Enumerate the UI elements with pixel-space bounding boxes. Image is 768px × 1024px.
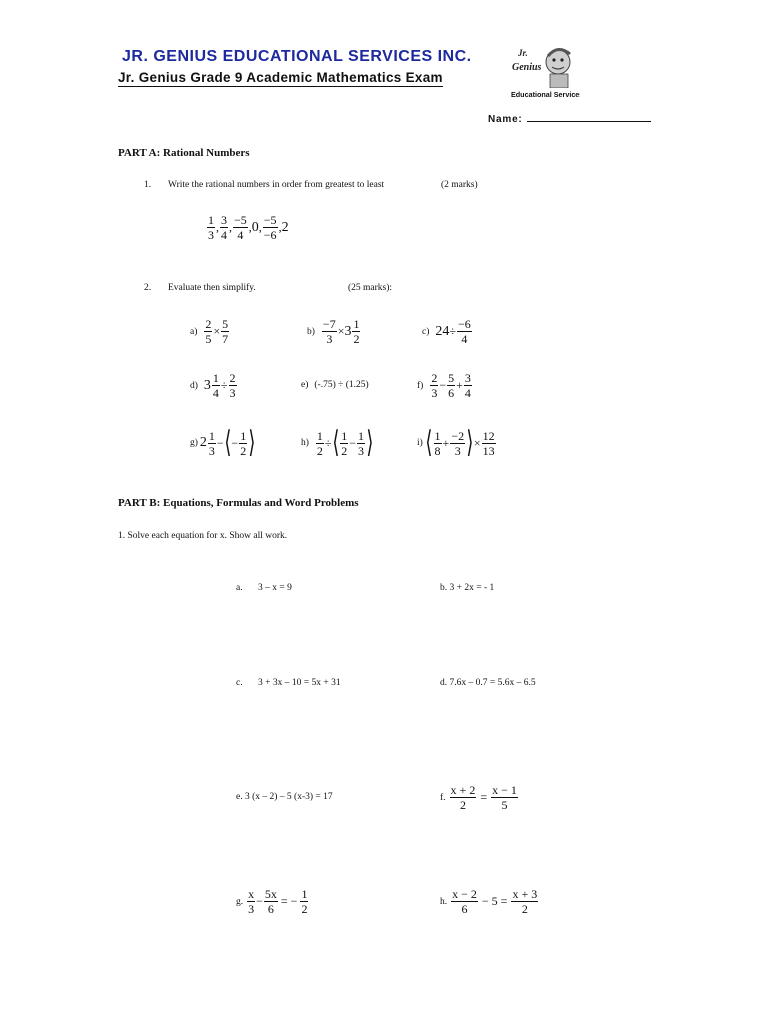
company-title: JR. GENIUS EDUCATIONAL SERVICES INC. bbox=[122, 48, 472, 65]
equation-c: 3 + 3x – 10 = 5x + 31 bbox=[258, 678, 341, 688]
part-b-title: PART B: Equations, Formulas and Word Problems bbox=[118, 497, 359, 509]
part-a-title: PART A: Rational Numbers bbox=[118, 147, 250, 159]
name-label: Name: bbox=[488, 114, 523, 125]
company-logo bbox=[510, 44, 580, 100]
equation-h: h. $\frac{x - 2}{6}$ − 5 = $\frac{x + 3}{2}$ bbox=[440, 887, 538, 916]
problem-f: f) $\frac{2}{3}$ − $\frac{5}{6}$ + $\frac{3}{4}$ bbox=[417, 371, 471, 400]
problem-d: d) 3 $\frac{1}{4}$ ÷ $\frac{2}{3}$ bbox=[190, 371, 236, 400]
equation-g: g. $\frac{x}{3}$ − $\frac{5x}{6}$ = − $\frac{1}{2}$ bbox=[236, 887, 308, 916]
exam-title: Jr. Genius Grade 9 Academic Mathematics Exam bbox=[118, 70, 443, 85]
equation-b: b. 3 + 2x = - 1 bbox=[440, 583, 495, 593]
equation-a: 3 – x = 9 bbox=[258, 583, 292, 593]
problem-e: e) (-.75) ÷ (1.25) bbox=[301, 380, 369, 390]
svg-text:Educational Services: Educational Services bbox=[511, 90, 580, 99]
question-text: Evaluate then simplify. bbox=[168, 283, 256, 293]
part-b-instructions: 1. Solve each equation for x. Show all work. bbox=[118, 531, 288, 541]
equation-a-label: a. bbox=[236, 583, 243, 593]
equation-e: e. 3 (x – 2) – 5 (x-3) = 17 bbox=[236, 792, 333, 802]
question-number: 1. bbox=[144, 180, 152, 190]
problem-g: g) 2 $\frac{1}{3}$ − ⟨ − $\frac{1}{2}$ ⟩ bbox=[190, 426, 256, 459]
question-marks: (25 marks): bbox=[348, 283, 393, 293]
problem-h: h) $\frac{1}{2}$ ÷ ⟨ $\frac{1}{2}$ − $\frac{1}{3}$ ⟩ bbox=[301, 426, 374, 459]
name-blank[interactable] bbox=[527, 112, 651, 122]
question-marks: (2 marks) bbox=[441, 180, 478, 190]
equation-f: f. $\frac{x + 2}{2}$ = $\frac{x - 1}{5}$ bbox=[440, 783, 517, 812]
question-number: 2. bbox=[144, 283, 152, 293]
equation-c-label: c. bbox=[236, 678, 243, 688]
question-text: Write the rational numbers in order from greatest to least bbox=[168, 180, 385, 190]
rational-number-list: $\frac{1}{3}$ , $\frac{3}{4}$ , $\frac{-5}{4}$ , 0 , $\frac{-5}{-6}$ , 2 bbox=[208, 213, 289, 242]
problem-i: i) ⟨ $\frac{1}{8}$ + $\frac{-2}{3}$ ⟩ × $\frac{12}{13}$ bbox=[417, 426, 495, 459]
svg-text:Genius: Genius bbox=[512, 62, 542, 73]
problem-b: b) $\frac{-7}{3}$ × 3 $\frac{1}{2}$ bbox=[307, 317, 360, 346]
problem-c: c) 24 ÷ $\frac{-6}{4}$ bbox=[422, 317, 471, 346]
name-field[interactable] bbox=[488, 112, 651, 125]
equation-d: d. 7.6x – 0.7 = 5.6x – 6.5 bbox=[440, 678, 536, 688]
problem-a: a) $\frac{2}{5}$ × $\frac{5}{7}$ bbox=[190, 317, 229, 346]
svg-text:Jr.: Jr. bbox=[518, 48, 528, 58]
